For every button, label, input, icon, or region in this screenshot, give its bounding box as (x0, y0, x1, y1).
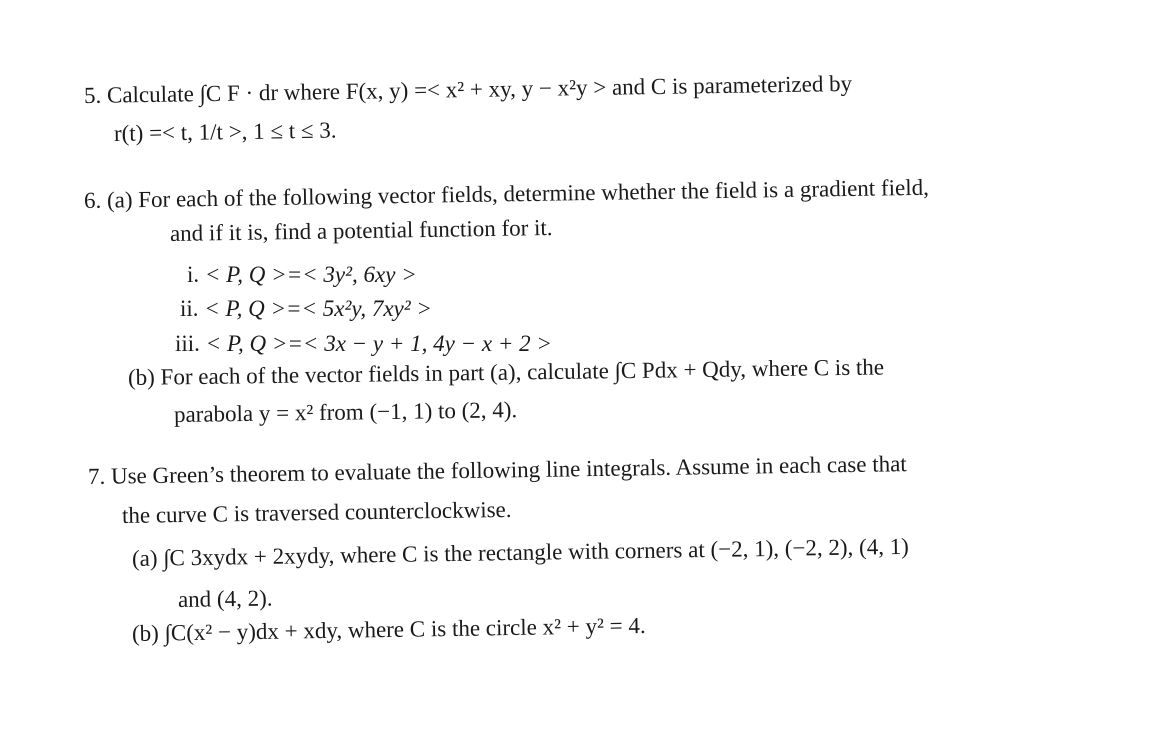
problem-7a-label: (a) (131, 545, 158, 571)
problem-7b-label: (b) (131, 620, 160, 646)
field-item-label: i. (187, 262, 200, 287)
problem-7-line-1 (88, 450, 907, 492)
field-item (187, 261, 417, 290)
problem-7a-line-2 (178, 585, 273, 615)
problem-6-line-2 (170, 214, 553, 249)
field-item (180, 295, 432, 324)
problem-6b-text-2: parabola y = x² from (−1, 1) to (2, 4). (173, 397, 518, 427)
field-item-label: ii. (180, 296, 199, 321)
problem-7b-line-1 (132, 612, 646, 649)
problem-7-line-2 (122, 496, 512, 531)
problem-7a-text-2: and (4, 2). (177, 585, 273, 612)
field-item-expr: < P, Q >=< 3y², 6xy > (204, 262, 417, 287)
problem-6a-text-2: and if it is, find a potential function for it. (169, 214, 553, 246)
problem-5-number: 5. (83, 82, 102, 108)
problem-7-text-2: the curve C is traversed counterclockwise. (121, 496, 512, 528)
problem-6b-line-1 (128, 353, 884, 392)
field-item-expr: < P, Q >=< 5x²y, 7xy² > (204, 296, 432, 321)
field-item-label: iii. (175, 331, 200, 356)
problem-6b-line-2 (174, 396, 518, 430)
problem-6b-text-1: For each of the vector fields in part (a), calculate ∫C Pdx + Qdy, where C is the (160, 354, 885, 390)
field-item-expr: < P, Q >=< 3x − y + 1, 4y − x + 2 > (205, 331, 552, 356)
problem-6-line-1 (84, 174, 929, 216)
problem-6a-text-1: For each of the following vector fields, determine whether the field is a gradient field, (138, 174, 930, 213)
problem-5-line-2 (114, 117, 337, 149)
problem-7b-text-1: ∫C(x² − y)dx + xdy, where C is the circle x² + y² = 4. (164, 612, 646, 646)
problem-5-text-1: Calculate ∫C F · dr where F(x, y) =< x² + xy, y − x²y > and C is parameterized by (106, 70, 853, 108)
problem-6-number: 6. (83, 187, 102, 213)
problem-7-text-1: Use Green’s theorem to evaluate the following line integrals. Assume in each case that (110, 451, 907, 489)
problem-5-text-2: r(t) =< t, 1/t >, 1 ≤ t ≤ 3. (113, 117, 337, 146)
problem-7-number: 7. (87, 463, 106, 489)
problem-7a-text-1: ∫C 3xydx + 2xydy, where C is the rectangle with corners at (−2, 1), (−2, 2), (4, 1) (163, 533, 910, 571)
problem-6b-label: (b) (127, 364, 155, 390)
problem-7a-line-1 (132, 533, 909, 574)
field-item (175, 330, 552, 359)
problem-5-line-1 (84, 70, 853, 111)
problem-6a-label: (a) (106, 187, 133, 213)
